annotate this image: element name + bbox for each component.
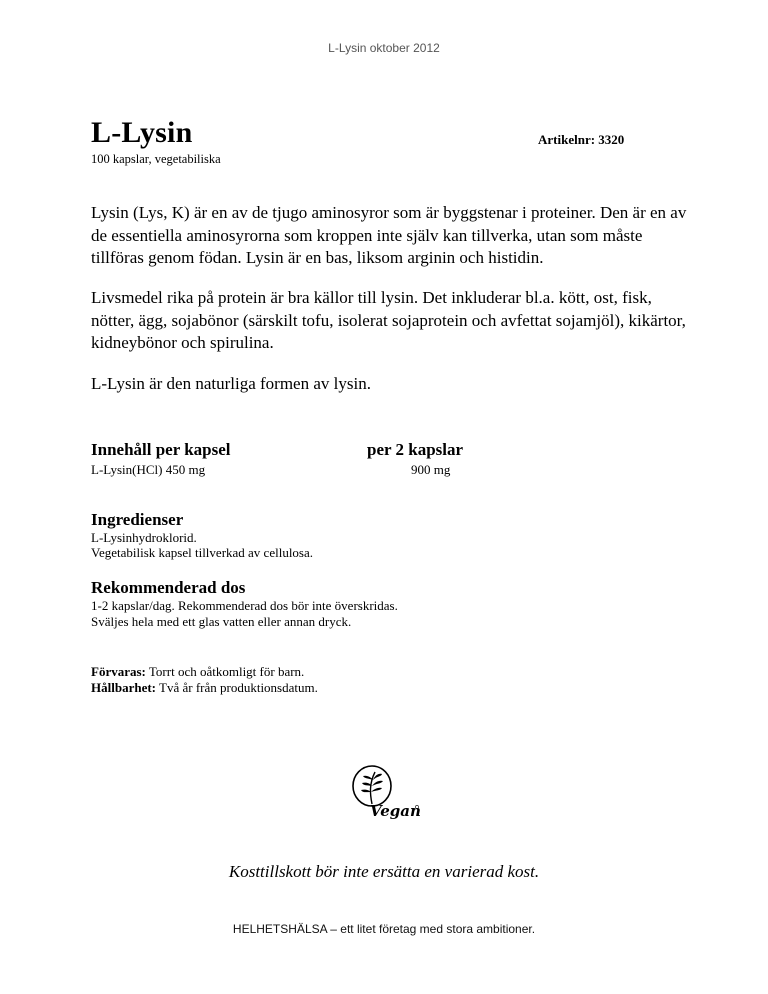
content-row-value-2: 900 mg <box>411 462 451 477</box>
product-title: L-Lysin <box>91 116 193 149</box>
shelf-life-label: Hållbarhet: <box>91 680 156 695</box>
dosage-heading: Rekommenderad dos <box>91 578 246 597</box>
shelf-life-text: Två år från produktionsdatum. <box>156 680 318 695</box>
storage-line <box>91 664 304 680</box>
ingredients-line-2: Vegetabilisk kapsel tillverkad av cellulosa. <box>91 545 314 560</box>
content-row-label: L-Lysin(HCl) 450 mg <box>91 462 206 477</box>
content-per-capsule-heading: Innehåll per kapsel <box>91 440 231 459</box>
vegan-logo-icon <box>348 764 420 820</box>
description-paragraph-1: Lysin (Lys, K) är en av de tjugo aminosyror som är byggstenar i proteiner. Den är en av de essentiella aminosyrorna som kroppen inte själv kan tillverka, utan som måste tillföras genom födan. Lysin är en bas, liksom arginin och histidin. <box>91 203 687 267</box>
ingredients-line-1: L-Lysinhydroklorid. <box>91 530 197 545</box>
dosage-line-2: Sväljes hela med ett glas vatten eller annan dryck. <box>91 614 352 629</box>
ingredients-heading: Ingredienser <box>91 510 184 529</box>
storage-label: Förvaras: <box>91 664 146 679</box>
vegan-logo-text: Vegan <box>370 802 420 820</box>
description-paragraph-3: L-Lysin är den naturliga formen av lysin. <box>91 374 371 393</box>
shelf-life-line <box>91 680 318 696</box>
motto: Kosttillskott bör inte ersätta en varierad kost. <box>228 862 540 881</box>
storage-text: Torrt och oåtkomligt för barn. <box>145 664 305 679</box>
dosage-line-1: 1-2 kapslar/dag. Rekommenderad dos bör inte överskridas. <box>91 598 398 613</box>
page-header: L-Lysin oktober 2012 <box>328 41 440 55</box>
article-number: Artikelnr: 3320 <box>538 132 625 147</box>
content-per-two-capsules-heading: per 2 kapslar <box>367 440 464 459</box>
page-footer: HELHETSHÄLSA – ett litet företag med stora ambitioner. <box>232 922 536 936</box>
product-subtitle: 100 kapslar, vegetabiliska <box>91 152 221 166</box>
description-paragraph-2: Livsmedel rika på protein är bra källor till lysin. Det inkluderar bl.a. kött, ost, fisk, nötter, ägg, sojabönor (särskilt tofu, isolerat sojaprotein och avfettat sojamjöl), kikärtor, kidneybönor och spirulina. <box>91 288 686 352</box>
